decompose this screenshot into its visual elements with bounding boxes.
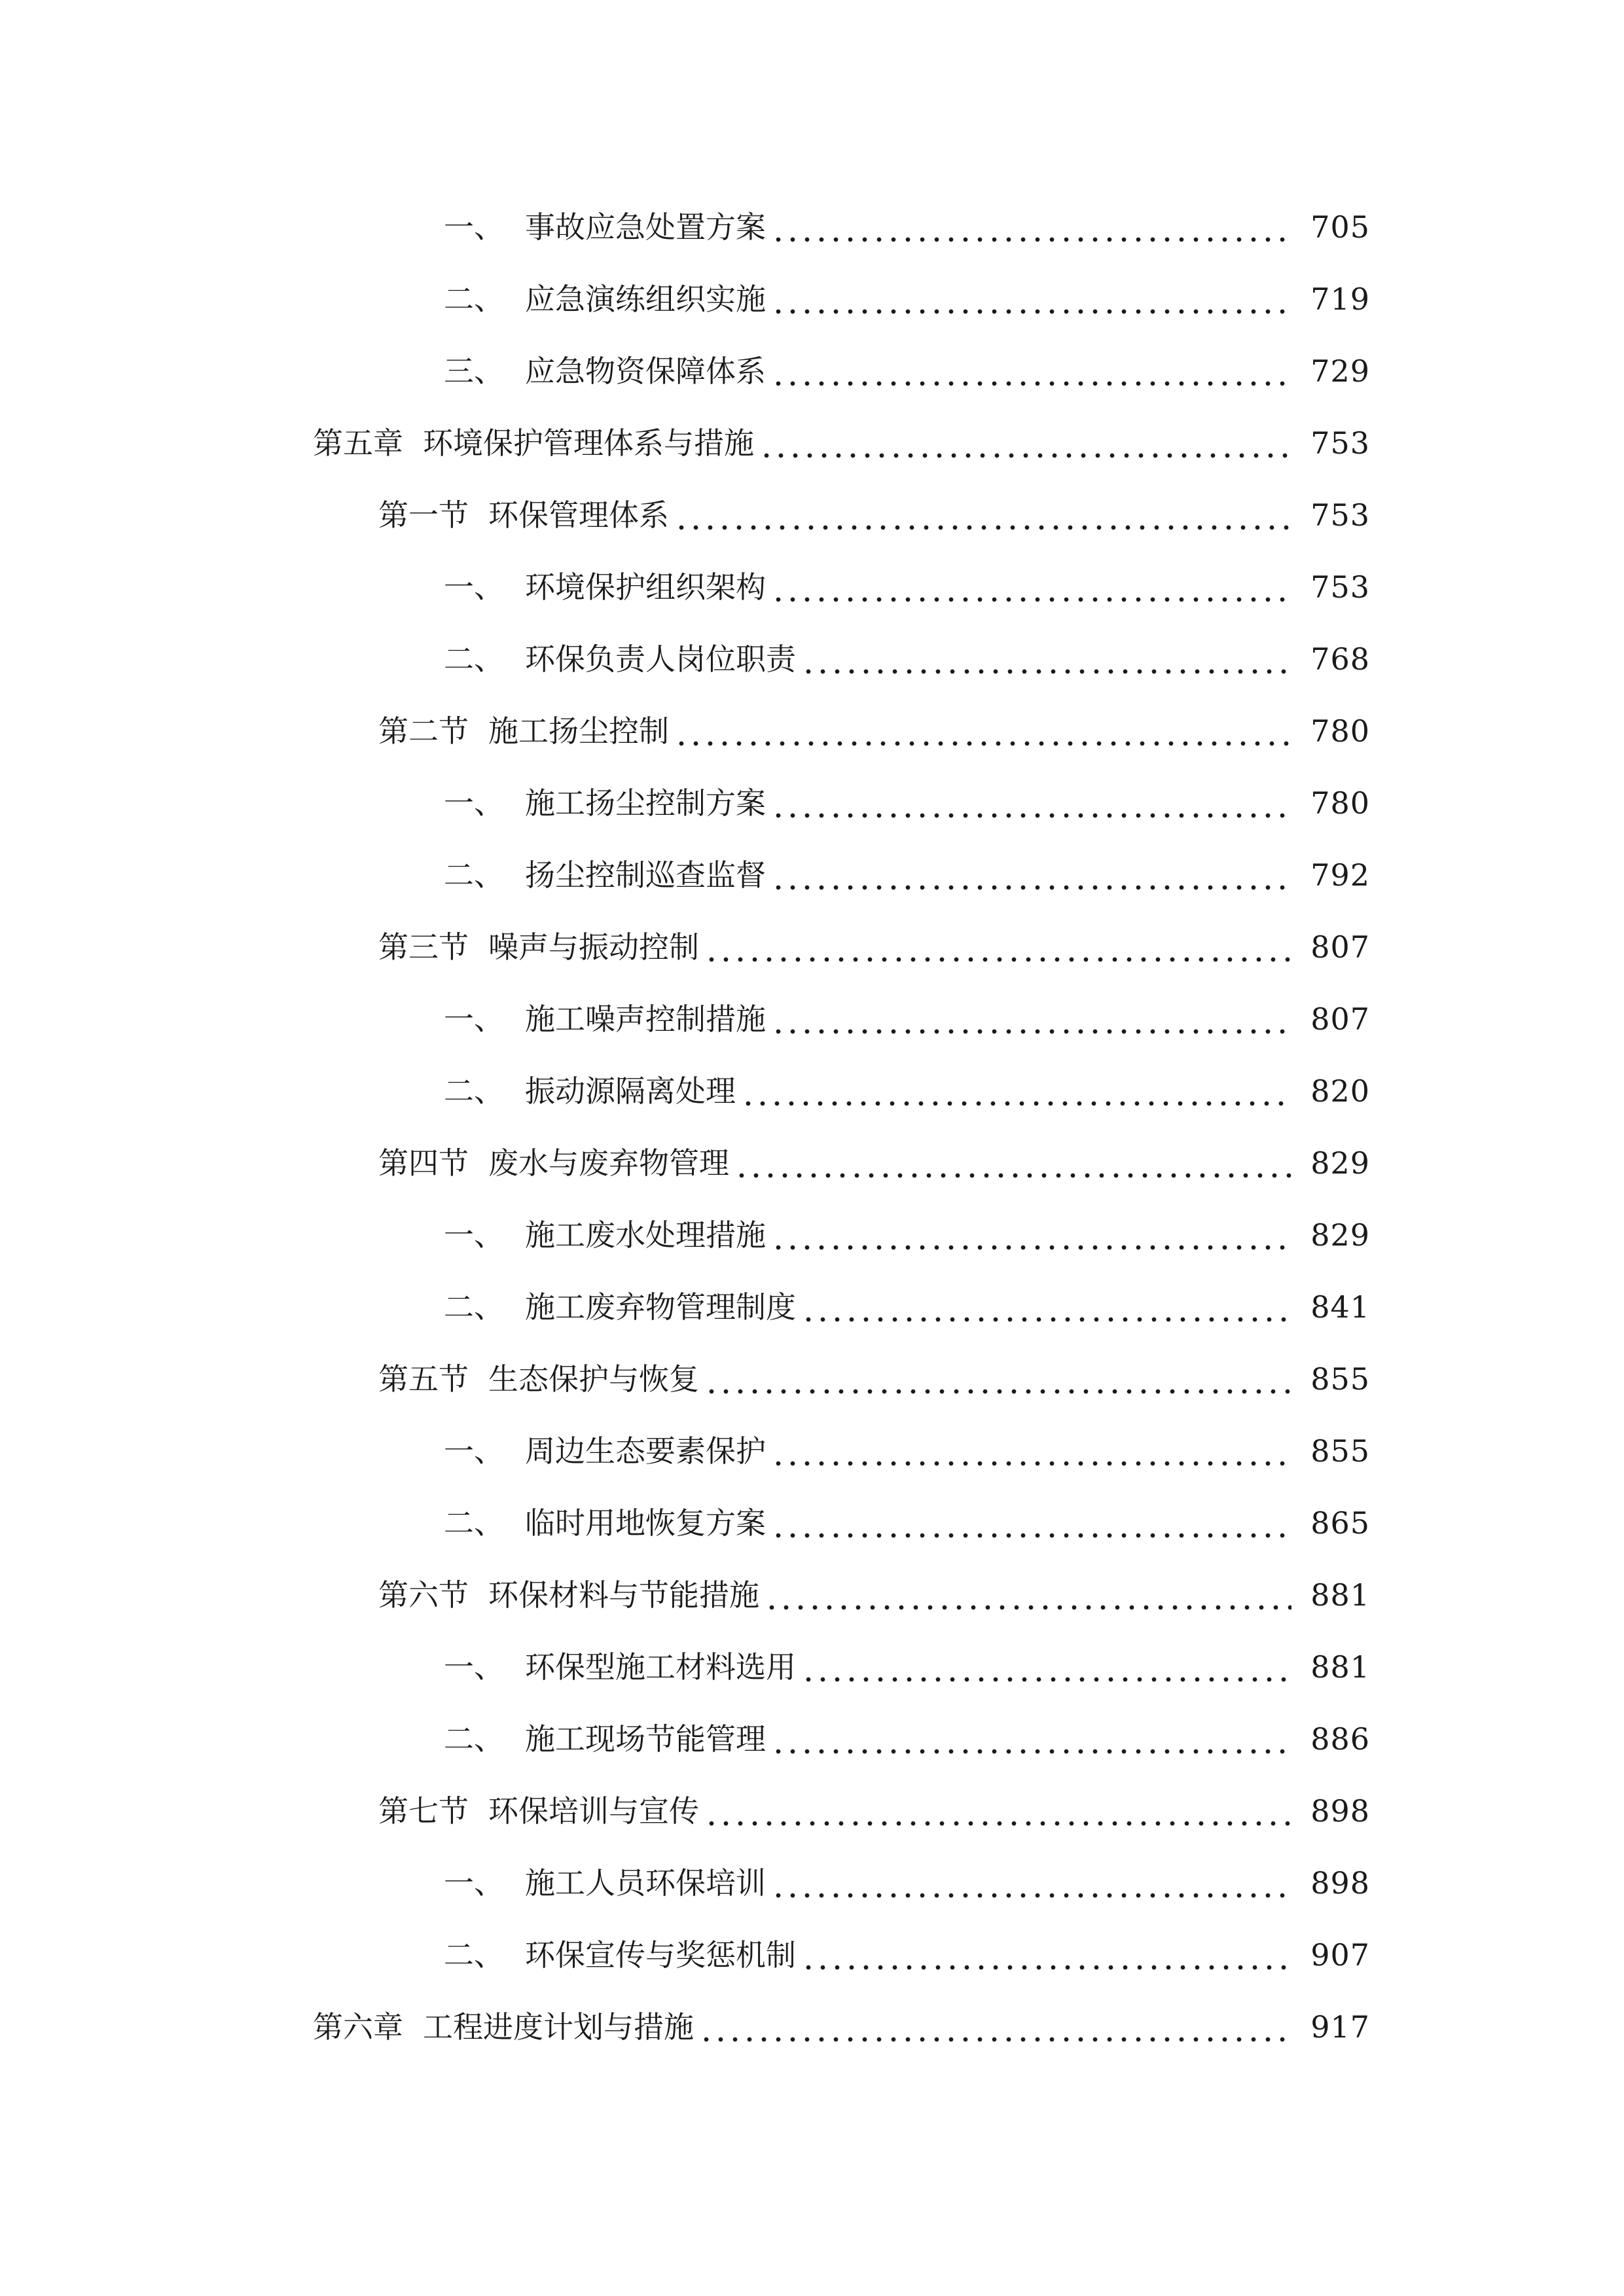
toc-entry-number: 一、 <box>444 1433 504 1469</box>
toc-entry-number: 第二节 <box>378 713 469 749</box>
dot-leader <box>771 284 1291 314</box>
toc-entry[interactable] <box>0 407 1624 479</box>
toc-entry-title: 施工扬尘控制方案 <box>525 785 766 821</box>
toc-entry-number: 第六节 <box>378 1577 469 1613</box>
toc-entry-number: 第四节 <box>378 1145 469 1181</box>
toc-entry-title: 环境保护管理体系与措施 <box>423 425 754 461</box>
toc-entry-page-number: 753 <box>1310 569 1370 605</box>
toc-entry-page-number: 719 <box>1310 281 1370 317</box>
dot-leader <box>771 860 1291 890</box>
toc-entry-page-number: 768 <box>1310 641 1370 677</box>
toc-entry[interactable] <box>0 1271 1624 1343</box>
dot-leader <box>771 572 1291 602</box>
toc-entry-page-number: 753 <box>1310 425 1370 461</box>
dot-leader <box>734 1148 1291 1178</box>
toc-entry-page-number: 807 <box>1310 1001 1370 1037</box>
toc-entry-page-number: 820 <box>1310 1073 1370 1109</box>
dot-leader <box>699 2012 1291 2042</box>
toc-entry[interactable] <box>0 1631 1624 1703</box>
toc-entry-page-number: 753 <box>1310 497 1370 533</box>
toc-entry-page-number: 886 <box>1310 1721 1370 1757</box>
toc-entry-page-number: 881 <box>1310 1649 1370 1685</box>
toc-entry[interactable] <box>0 767 1624 839</box>
toc-entry-title: 废水与废弃物管理 <box>488 1145 729 1181</box>
toc-entry-title: 应急演练组织实施 <box>525 281 766 317</box>
toc-entry-page-number: 898 <box>1310 1865 1370 1901</box>
toc-entry[interactable] <box>0 1775 1624 1847</box>
toc-entry[interactable] <box>0 551 1624 623</box>
dot-leader <box>771 1868 1291 1898</box>
dot-leader <box>801 1292 1291 1322</box>
dot-leader <box>801 644 1291 674</box>
toc-entry[interactable] <box>0 1559 1624 1631</box>
toc-entry-number: 一、 <box>444 1865 504 1901</box>
toc-entry[interactable] <box>0 1055 1624 1127</box>
dot-leader <box>771 1004 1291 1034</box>
toc-entry-page-number: 705 <box>1310 209 1370 245</box>
toc-entry-title: 环保型施工材料选用 <box>525 1649 796 1685</box>
dot-leader <box>674 716 1291 746</box>
toc-entry-title: 临时用地恢复方案 <box>525 1505 766 1541</box>
toc-entry-page-number: 855 <box>1310 1361 1370 1397</box>
toc-entry-number: 三、 <box>444 353 504 389</box>
toc-entry-page-number: 729 <box>1310 353 1370 389</box>
toc-entry-title: 周边生态要素保护 <box>525 1433 766 1469</box>
toc-entry-number: 第六章 <box>313 2009 403 2045</box>
dot-leader <box>771 356 1291 386</box>
toc-entry-number: 二、 <box>444 1073 504 1109</box>
dot-leader <box>801 1940 1291 1970</box>
toc-entry-title: 工程进度计划与措施 <box>423 2009 694 2045</box>
toc-entry-number: 一、 <box>444 1649 504 1685</box>
toc-entry[interactable] <box>0 1415 1624 1487</box>
dot-leader <box>674 500 1291 530</box>
toc-entry[interactable] <box>0 623 1624 695</box>
toc-entry[interactable] <box>0 695 1624 767</box>
toc-entry-title: 施工扬尘控制 <box>488 713 669 749</box>
toc-entry-page-number: 780 <box>1310 785 1370 821</box>
toc-entry-title: 噪声与振动控制 <box>488 929 699 965</box>
toc-entry[interactable] <box>0 911 1624 983</box>
toc-entry-number: 一、 <box>444 785 504 821</box>
toc-entry[interactable] <box>0 983 1624 1055</box>
dot-leader <box>771 788 1291 818</box>
dot-leader <box>741 1076 1291 1106</box>
toc-entry[interactable] <box>0 1343 1624 1415</box>
toc-entry-number: 二、 <box>444 281 504 317</box>
dot-leader <box>771 1220 1291 1250</box>
toc-entry-number: 第七节 <box>378 1793 469 1829</box>
toc-entry-number: 第三节 <box>378 929 469 965</box>
toc-entry-title: 事故应急处置方案 <box>525 209 766 245</box>
toc-entry-number: 第一节 <box>378 497 469 533</box>
toc-entry[interactable] <box>0 1487 1624 1559</box>
toc-entry-number: 二、 <box>444 857 504 893</box>
toc-entry-title: 环保培训与宣传 <box>488 1793 699 1829</box>
toc-entry[interactable] <box>0 1991 1624 2063</box>
toc-entry-title: 环保管理体系 <box>488 497 669 533</box>
toc-entry-number: 第五章 <box>313 425 403 461</box>
table-of-contents <box>0 191 1624 2063</box>
toc-entry-number: 二、 <box>444 1289 504 1325</box>
toc-entry-number: 一、 <box>444 569 504 605</box>
toc-entry-page-number: 865 <box>1310 1505 1370 1541</box>
dot-leader <box>765 1580 1291 1610</box>
toc-entry-title: 施工废水处理措施 <box>525 1217 766 1253</box>
toc-entry[interactable] <box>0 479 1624 551</box>
dot-leader <box>704 1364 1291 1394</box>
dot-leader <box>771 1508 1291 1538</box>
dot-leader <box>759 428 1291 458</box>
toc-entry-number: 二、 <box>444 1937 504 1973</box>
dot-leader <box>704 932 1291 962</box>
toc-entry-number: 二、 <box>444 1505 504 1541</box>
toc-entry-title: 应急物资保障体系 <box>525 353 766 389</box>
toc-entry[interactable] <box>0 1703 1624 1775</box>
toc-entry-title: 施工人员环保培训 <box>525 1865 766 1901</box>
toc-entry-number: 一、 <box>444 1217 504 1253</box>
toc-entry-page-number: 829 <box>1310 1145 1370 1181</box>
toc-entry-page-number: 780 <box>1310 713 1370 749</box>
toc-entry[interactable] <box>0 1199 1624 1271</box>
toc-entry-page-number: 829 <box>1310 1217 1370 1253</box>
dot-leader <box>771 1724 1291 1754</box>
toc-entry-page-number: 841 <box>1310 1289 1370 1325</box>
dot-leader <box>704 1796 1291 1826</box>
toc-entry-number: 一、 <box>444 1001 504 1037</box>
toc-entry-title: 扬尘控制巡查监督 <box>525 857 766 893</box>
toc-entry[interactable] <box>0 1127 1624 1199</box>
toc-entry[interactable] <box>0 839 1624 911</box>
toc-entry-title: 环保材料与节能措施 <box>488 1577 759 1613</box>
dot-leader <box>801 1652 1291 1682</box>
toc-entry-page-number: 807 <box>1310 929 1370 965</box>
toc-entry-page-number: 907 <box>1310 1937 1370 1973</box>
toc-entry-page-number: 792 <box>1310 857 1370 893</box>
toc-entry-title: 振动源隔离处理 <box>525 1073 736 1109</box>
toc-entry-page-number: 855 <box>1310 1433 1370 1469</box>
dot-leader <box>771 212 1291 242</box>
toc-entry-title: 施工现场节能管理 <box>525 1721 766 1757</box>
toc-entry-number: 二、 <box>444 641 504 677</box>
toc-entry-page-number: 917 <box>1310 2009 1370 2045</box>
toc-entry-title: 施工废弃物管理制度 <box>525 1289 796 1325</box>
toc-entry[interactable] <box>0 263 1624 335</box>
toc-entry-number: 二、 <box>444 1721 504 1757</box>
dot-leader <box>771 1436 1291 1466</box>
toc-entry-page-number: 881 <box>1310 1577 1370 1613</box>
toc-entry[interactable] <box>0 191 1624 263</box>
toc-entry-title: 环境保护组织架构 <box>525 569 766 605</box>
toc-entry-title: 环保负责人岗位职责 <box>525 641 796 677</box>
toc-entry-page-number: 898 <box>1310 1793 1370 1829</box>
toc-entry-number: 一、 <box>444 209 504 245</box>
toc-entry-number: 第五节 <box>378 1361 469 1397</box>
toc-entry[interactable] <box>0 335 1624 407</box>
toc-entry-title: 环保宣传与奖惩机制 <box>525 1937 796 1973</box>
toc-entry[interactable] <box>0 1847 1624 1919</box>
toc-entry[interactable] <box>0 1919 1624 1991</box>
toc-entry-title: 生态保护与恢复 <box>488 1361 699 1397</box>
toc-entry-title: 施工噪声控制措施 <box>525 1001 766 1037</box>
